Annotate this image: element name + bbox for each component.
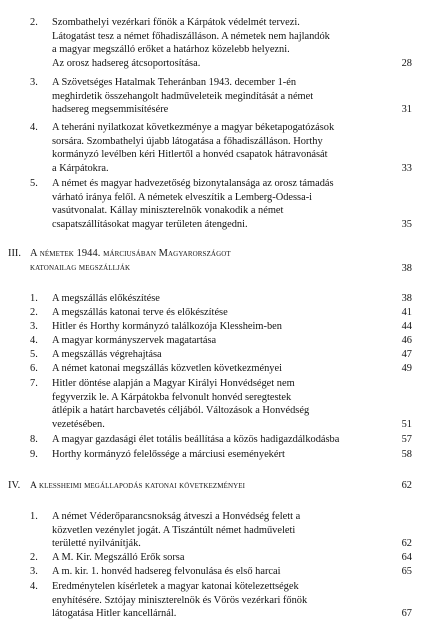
toc-entry-text: A megszállás előkészítése xyxy=(52,293,160,304)
toc-section-heading xyxy=(8,479,412,493)
toc-page-number: 65 xyxy=(401,566,412,577)
toc-entry-number: 8. xyxy=(30,434,38,445)
toc-page-number: 38 xyxy=(401,263,412,274)
toc-page-number: 64 xyxy=(401,552,412,563)
toc-entry xyxy=(30,306,412,320)
section-title: A klessheimi megállapodás katonai következményei xyxy=(30,480,246,491)
toc-entry xyxy=(30,448,412,462)
toc-entry xyxy=(30,580,412,621)
toc-entry-number: 2. xyxy=(30,17,38,28)
toc-entry-number: 4. xyxy=(30,122,38,133)
toc-entry-number: 9. xyxy=(30,449,38,460)
toc-entry-text: A teheráni nyilatkozat következménye a magyar béketapogatózások sorsára. Szombathelyi újabb látogatása a főhadiszálláson. Horthy kormányzó levélben kéri Hitlertől a honvéd csapatok hátravonását a Kárpátokra. xyxy=(52,122,335,174)
section-title: A németek 1944. márciusában Magyarországot katonailag megszállják xyxy=(30,248,231,273)
toc-entry xyxy=(30,362,412,376)
toc-entry xyxy=(30,565,412,579)
toc-entry-text: A magyar gazdasági élet totális beállítása a közös hadigazdálkodásba xyxy=(52,434,340,445)
toc-entry xyxy=(30,551,412,565)
toc-entry-number: 7. xyxy=(30,378,38,389)
toc-entry-text: Hitler és Horthy kormányzó találkozója Klessheim-ben xyxy=(52,321,282,332)
toc-entry xyxy=(30,320,412,334)
toc-entry xyxy=(30,16,412,70)
toc-entry-number: 3. xyxy=(30,566,38,577)
toc-entry-number: 1. xyxy=(30,293,38,304)
toc-entry-number: 4. xyxy=(30,335,38,346)
toc-entry-number: 6. xyxy=(30,363,38,374)
toc-entry-number: 4. xyxy=(30,581,38,592)
section-number: IV. xyxy=(8,480,21,491)
toc-entry-text: A megszállás katonai terve és előkészítése xyxy=(52,307,228,318)
toc-entry-number: 2. xyxy=(30,307,38,318)
toc-entry xyxy=(30,433,412,447)
toc-entry xyxy=(30,177,412,231)
toc-page-number: 28 xyxy=(401,57,412,69)
toc-page-number: 57 xyxy=(401,434,412,445)
toc-entry-text: A M. Kir. Megszálló Erők sorsa xyxy=(52,552,185,563)
toc-entry-text: Horthy kormányzó felelőssége a márciusi eseményekért xyxy=(52,449,285,460)
toc-entry xyxy=(30,348,412,362)
toc-page-number: 58 xyxy=(401,449,412,460)
toc-entry xyxy=(30,292,412,306)
toc-entry-number: 5. xyxy=(30,178,38,189)
toc-entry xyxy=(30,377,412,431)
toc-page-number: 41 xyxy=(401,307,412,318)
toc-page-number: 47 xyxy=(401,349,412,360)
toc-page-number: 67 xyxy=(401,608,412,620)
toc-entry-number: 5. xyxy=(30,349,38,360)
toc-entry xyxy=(30,121,412,175)
toc-entry-number: 3. xyxy=(30,77,38,88)
toc-entry-text: A magyar kormányszervek magatartása xyxy=(52,335,217,346)
toc-page-number: 46 xyxy=(401,335,412,346)
toc-page-number: 49 xyxy=(401,363,412,374)
toc-entry-text: A Szövetséges Hatalmak Teheránban 1943. december 1-én meghirdetik összehangolt hadműveleteik megindítását a német hadsereg megsemmisítésére xyxy=(52,77,314,116)
toc-page-number: 51 xyxy=(401,418,412,430)
toc-entry-number: 2. xyxy=(30,552,38,563)
toc-entry-text: A német katonai megszállás közvetlen következményei xyxy=(52,363,282,374)
toc-entry xyxy=(30,76,412,117)
toc-entry-text: A m. kir. 1. honvéd hadsereg felvonulása és első harcai xyxy=(52,566,281,577)
toc-entry-text: A megszállás végrehajtása xyxy=(52,349,162,360)
toc-page-number: 44 xyxy=(401,321,412,332)
toc-entry xyxy=(30,510,412,551)
toc-entry-text: Szombathelyi vezérkari főnök a Kárpátok védelmét tervezi. Látogatást tesz a német főhadiszálláson. A németek nem hajlandók a magyar megszálló erőket a határhoz közelebb helyezni. Az orosz hadsereg átcsoportosítása. xyxy=(52,17,330,69)
toc-entry xyxy=(30,334,412,348)
toc-page-number: 62 xyxy=(401,538,412,550)
toc-section-heading xyxy=(8,247,412,274)
toc-page-number: 62 xyxy=(401,480,412,491)
toc-entry-text: Hitler döntése alapján a Magyar Királyi Honvédséget nem fegyverzik le. A Kárpátokba felvonult honvéd seregtestek átlépik a határt harcbavetés céljából. Változások a Honvédség vezetésében. xyxy=(52,378,310,430)
toc-entry-text: A német Véderőparancsnokság átveszi a Honvédség felett a közvetlen vezénylet jogát. A Tiszántúlt német hadműveleti területté nyilvánítják. xyxy=(52,511,301,550)
toc-entry-text: A német és magyar hadvezetőség bizonytalansága az orosz támadás várható iránya felől. A németek elveszítik a Lemberg-Odessa-i vasútvonalat. Kállay miniszterelnök vonakodik a német csapatszállításokat magyar területen átengedni. xyxy=(52,178,334,230)
toc-page-number: 38 xyxy=(401,293,412,304)
section-number: III. xyxy=(8,248,21,259)
toc-entry-text: Eredménytelen kísérletek a magyar katonai kötelezettségek enyhítésére. Sztójay miniszterelnök és Vörös vezérkari főnök látogatása Hitler kancellárnál. xyxy=(52,581,308,620)
toc-page-number: 31 xyxy=(401,104,412,116)
toc-page-number: 35 xyxy=(401,218,412,230)
toc-entry-number: 3. xyxy=(30,321,38,332)
toc-page-number: 33 xyxy=(401,162,412,174)
toc-entry-number: 1. xyxy=(30,511,38,522)
